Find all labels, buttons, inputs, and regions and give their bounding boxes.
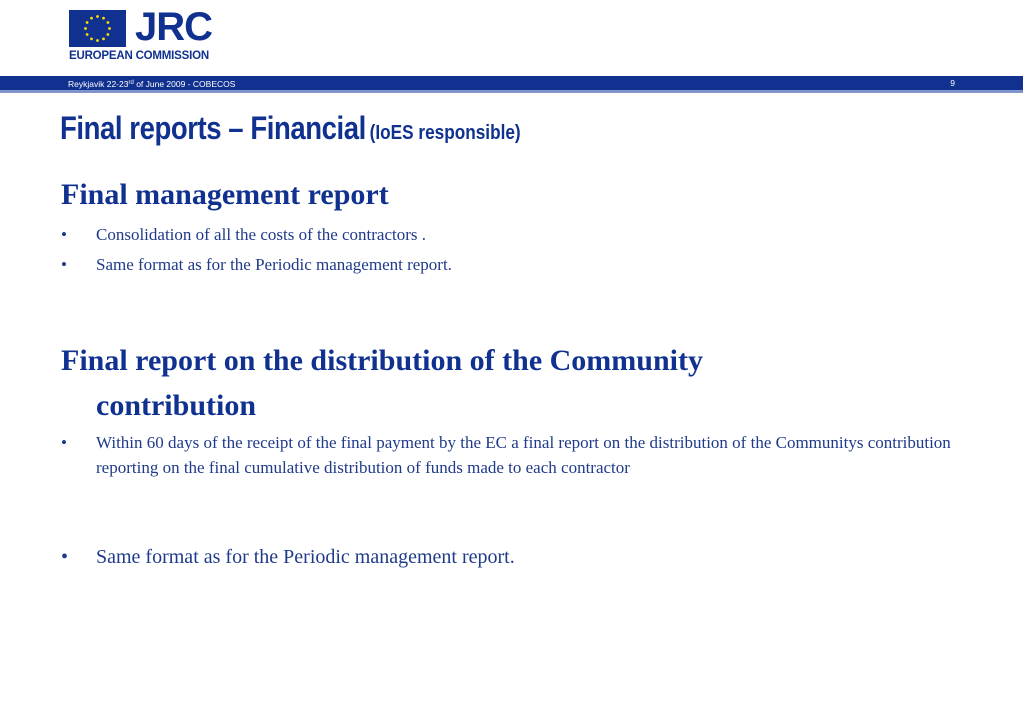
section-heading-management-report: Final management report xyxy=(61,178,389,211)
bullet-icon: • xyxy=(61,546,69,568)
bullet-icon: • xyxy=(61,255,67,274)
page-number: 9 xyxy=(950,78,955,88)
list-item-text: Same format as for the Periodic management report. xyxy=(96,255,452,274)
slide-title-note: (IoES responsible) xyxy=(369,122,521,144)
eu-star-icon xyxy=(90,37,93,40)
slide-title-main: Final reports – Financial xyxy=(60,110,366,146)
eu-star-icon xyxy=(86,33,89,36)
list-item xyxy=(61,543,961,571)
list-item-text: Same format as for the Periodic management report. xyxy=(96,546,515,568)
eu-star-icon xyxy=(84,27,87,30)
event-info: Reykjavik 22-23rd of June 2009 - COBECOS xyxy=(68,79,236,89)
eu-star-icon xyxy=(102,17,105,20)
list-item-text: Consolidation of all the costs of the contractors . xyxy=(96,225,427,244)
eu-star-icon xyxy=(96,39,99,42)
eu-star-icon xyxy=(102,37,105,40)
eu-star-icon xyxy=(86,21,89,24)
section-heading-distribution-report xyxy=(61,338,941,428)
bullet-icon: • xyxy=(61,433,67,452)
eu-flag-icon xyxy=(69,10,126,47)
jrc-logo xyxy=(68,5,218,70)
organization-label: EUROPEAN COMMISSION xyxy=(69,50,209,62)
list-item xyxy=(61,252,961,277)
section-heading-line1: Final report on the distribution of the Community xyxy=(61,344,703,377)
eu-star-icon xyxy=(108,27,111,30)
bullet-icon: • xyxy=(61,225,67,244)
slide-title xyxy=(60,110,521,147)
list-item xyxy=(61,430,961,480)
header-bar xyxy=(0,76,1023,93)
eu-star-icon xyxy=(96,15,99,18)
list-item xyxy=(61,222,961,247)
jrc-logo-text: JRC xyxy=(135,5,213,49)
eu-star-icon xyxy=(106,21,109,24)
eu-star-icon xyxy=(90,17,93,20)
section-heading-line2: contribution xyxy=(96,389,257,422)
eu-star-icon xyxy=(106,33,109,36)
list-item-text: Within 60 days of the receipt of the final payment by the EC a final report on the distribution of the Communitys contribution reporting on the final cumulative distribution of funds made to each contractor xyxy=(96,433,951,477)
